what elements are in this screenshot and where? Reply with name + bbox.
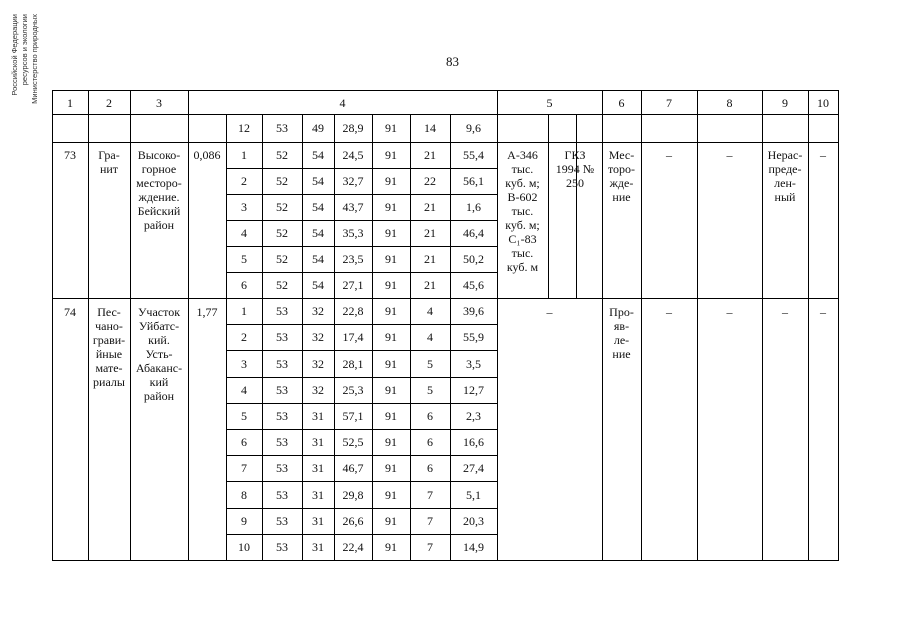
coordinate-cell: 55,4 bbox=[463, 148, 484, 162]
coordinate-cell: 31 bbox=[312, 461, 324, 476]
coordinate-cell: 26,6 bbox=[342, 513, 364, 528]
coordinate-cell: 21 bbox=[424, 148, 436, 162]
coordinate-cell: 21 bbox=[424, 278, 436, 292]
coordinate-cell: 6 bbox=[241, 278, 247, 292]
coordinate-cell: 21 bbox=[424, 200, 436, 214]
coordinate-cell: 7 bbox=[427, 513, 433, 528]
coordinate-cell: 3,5 bbox=[466, 356, 481, 371]
coordinate-cell: 6 bbox=[427, 435, 433, 450]
subheader-cell: 28,9 bbox=[342, 121, 364, 135]
coordinate-cell: 28,1 bbox=[342, 356, 364, 371]
coordinate-cell: 31 bbox=[312, 435, 324, 450]
coordinate-cell: 91 bbox=[385, 382, 397, 397]
coordinate-cell: 17,4 bbox=[342, 330, 364, 345]
coordinate-cell: 2,3 bbox=[466, 408, 481, 423]
coordinate-cell: 16,6 bbox=[463, 435, 484, 450]
coordinate-cell: 5 bbox=[427, 382, 433, 397]
material-name: Пес- чано- грави- йные мате- риалы bbox=[92, 305, 126, 389]
coordinate-cell: 2 bbox=[241, 330, 247, 345]
coordinate-cell: 31 bbox=[312, 487, 324, 502]
coordinate-cell: 53 bbox=[276, 461, 288, 476]
subheader-cell: 49 bbox=[312, 121, 324, 135]
header-col-6: 6 bbox=[618, 96, 625, 110]
coordinate-cell: 45,6 bbox=[463, 278, 484, 292]
coordinate-cell: 32 bbox=[312, 382, 324, 397]
coordinate-cell: 43,7 bbox=[342, 200, 364, 214]
coordinate-cell: 91 bbox=[385, 278, 397, 292]
coordinate-cell: 7 bbox=[427, 539, 433, 554]
coordinate-cell: 27,4 bbox=[463, 461, 484, 476]
coordinate-cell: 22 bbox=[424, 174, 436, 188]
coordinate-cell: 27,1 bbox=[342, 278, 364, 292]
header-col-10: 10 bbox=[817, 96, 829, 110]
coordinate-cell: 32 bbox=[312, 330, 324, 345]
coordinate-cell: 6 bbox=[427, 408, 433, 423]
coordinate-cell: 5,1 bbox=[466, 487, 481, 502]
header-col-1: 1 bbox=[67, 96, 73, 110]
coordinate-cell: 3 bbox=[241, 200, 247, 214]
stamp-line-2: ресурсов и экологии bbox=[20, 14, 29, 86]
header-col-5: 5 bbox=[546, 96, 553, 110]
coordinate-cell: 7 bbox=[427, 487, 433, 502]
coordinate-cell: 53 bbox=[276, 356, 288, 371]
col9-value: Нерас- преде- лен- ный bbox=[767, 148, 803, 204]
coordinate-cell: 31 bbox=[312, 513, 324, 528]
subheader-cell: 14 bbox=[424, 121, 436, 135]
coordinate-cell: 91 bbox=[385, 435, 397, 450]
coordinate-cell: 23,5 bbox=[342, 252, 364, 266]
coordinate-cell: 52 bbox=[276, 226, 288, 240]
coordinate-cell: 91 bbox=[385, 356, 397, 371]
coordinate-cell: 1 bbox=[241, 304, 247, 319]
subheader-cell: 9,6 bbox=[466, 121, 481, 135]
coordinate-cell: 53 bbox=[276, 408, 288, 423]
coordinate-cell: 50,2 bbox=[463, 252, 484, 266]
coordinate-cell: 91 bbox=[385, 304, 397, 319]
coordinate-cell: 39,6 bbox=[463, 304, 484, 319]
col5-value: – bbox=[546, 305, 553, 319]
col8-value: – bbox=[726, 305, 733, 319]
coordinate-cell: 1 bbox=[241, 148, 247, 162]
coordinate-cell: 91 bbox=[385, 539, 397, 554]
page-number: 83 bbox=[446, 54, 459, 69]
coordinate-cell: 52 bbox=[276, 252, 288, 266]
area-value: 0,086 bbox=[193, 148, 221, 162]
coordinate-cell: 53 bbox=[276, 435, 288, 450]
header-col-7: 7 bbox=[666, 96, 672, 110]
coordinate-cell: 53 bbox=[276, 539, 288, 554]
coordinate-cell: 5 bbox=[241, 252, 247, 266]
coordinate-cell: 22,4 bbox=[342, 539, 364, 554]
header-col-8: 8 bbox=[726, 96, 733, 110]
coordinate-cell: 46,4 bbox=[463, 226, 484, 240]
coordinate-cell: 54 bbox=[312, 148, 324, 162]
coordinate-cell: 91 bbox=[385, 513, 397, 528]
deposit-location: Высоко- горное месторо- ждение. Бейский район bbox=[136, 148, 182, 232]
coordinate-cell: 20,3 bbox=[463, 513, 484, 528]
material-name: Гра- нит bbox=[98, 148, 120, 176]
coordinate-cell: 6 bbox=[241, 435, 247, 450]
coordinate-cell: 24,5 bbox=[342, 148, 364, 162]
coordinate-cell: 32,7 bbox=[342, 174, 364, 188]
deposit-location: Участок Уйбатс- кий. Усть- Абаканс- кий район bbox=[135, 305, 183, 403]
coordinate-cell: 46,7 bbox=[342, 461, 364, 476]
col8-value: – bbox=[726, 148, 733, 162]
coordinate-cell: 54 bbox=[312, 174, 324, 188]
subheader-cell: 91 bbox=[385, 121, 397, 135]
header-col-9: 9 bbox=[782, 96, 788, 110]
header-col-4: 4 bbox=[339, 96, 346, 110]
subheader-cell: 53 bbox=[276, 121, 288, 135]
col10-value: – bbox=[820, 148, 826, 162]
coordinate-cell: 3 bbox=[241, 356, 247, 371]
coordinate-cell: 91 bbox=[385, 174, 397, 188]
coordinate-cell: 5 bbox=[427, 356, 433, 371]
reserves-text: А-346 тыс. куб. м; В-602 тыс. куб. м; C₁-83 тыс. куб. м bbox=[505, 148, 540, 274]
coordinate-cell: 2 bbox=[241, 174, 247, 188]
approval-text: ГКЗ 1994 № 250 bbox=[555, 148, 595, 190]
coordinate-cell: 4 bbox=[241, 226, 247, 240]
coordinate-cell: 21 bbox=[424, 226, 436, 240]
col10-value: – bbox=[820, 305, 826, 319]
coordinate-cell: 22,8 bbox=[342, 304, 364, 319]
coordinate-cell: 91 bbox=[385, 200, 397, 214]
coordinate-cell: 91 bbox=[385, 148, 397, 162]
coordinate-cell: 25,3 bbox=[342, 382, 364, 397]
col7-value: – bbox=[666, 148, 672, 162]
coordinate-cell: 91 bbox=[385, 408, 397, 423]
coordinate-cell: 31 bbox=[312, 408, 324, 423]
coordinate-cell: 91 bbox=[385, 252, 397, 266]
coordinate-cell: 1,6 bbox=[466, 200, 481, 214]
coordinate-cell: 31 bbox=[312, 539, 324, 554]
coordinate-cell: 53 bbox=[276, 330, 288, 345]
coordinate-cell: 29,8 bbox=[342, 487, 364, 502]
coordinate-cell: 8 bbox=[241, 487, 247, 502]
coordinate-cell: 56,1 bbox=[463, 174, 484, 188]
coordinate-cell: 52 bbox=[276, 174, 288, 188]
coordinate-cell: 91 bbox=[385, 226, 397, 240]
coordinate-cell: 6 bbox=[427, 461, 433, 476]
coordinate-cell: 5 bbox=[241, 408, 247, 423]
coordinate-cell: 4 bbox=[427, 330, 433, 345]
object-type: Мес- торо- жде- ние bbox=[607, 148, 636, 204]
coordinate-cell: 53 bbox=[276, 382, 288, 397]
coordinate-cell: 53 bbox=[276, 304, 288, 319]
row-number: 74 bbox=[64, 305, 76, 319]
coordinate-cell: 14,9 bbox=[463, 539, 484, 554]
stamp-line-1: Министерство природных bbox=[30, 14, 39, 104]
coordinate-cell: 52,5 bbox=[342, 435, 364, 450]
coordinate-cell: 54 bbox=[312, 252, 324, 266]
coordinate-cell: 53 bbox=[276, 487, 288, 502]
coordinate-cell: 55,9 bbox=[463, 330, 484, 345]
coordinate-cell: 21 bbox=[424, 252, 436, 266]
coordinate-cell: 52 bbox=[276, 148, 288, 162]
coordinate-cell: 54 bbox=[312, 200, 324, 214]
coordinate-cell: 10 bbox=[238, 539, 250, 554]
stamp-line-3: Российской Федерации bbox=[10, 14, 19, 96]
coordinate-cell: 12,7 bbox=[463, 382, 484, 397]
coordinate-cell: 32 bbox=[312, 356, 324, 371]
coordinate-cell: 9 bbox=[241, 513, 247, 528]
subheader-cell: 12 bbox=[238, 121, 250, 135]
coordinate-cell: 52 bbox=[276, 200, 288, 214]
col9-value: – bbox=[782, 305, 788, 319]
col7-value: – bbox=[666, 305, 672, 319]
coordinate-cell: 7 bbox=[241, 461, 247, 476]
header-col-3: 3 bbox=[156, 96, 162, 110]
row-number: 73 bbox=[64, 148, 76, 162]
object-type: Про- яв- ле- ние bbox=[609, 305, 634, 361]
coordinate-cell: 4 bbox=[241, 382, 247, 397]
area-value: 1,77 bbox=[196, 305, 218, 319]
header-col-2: 2 bbox=[106, 96, 112, 110]
coordinate-cell: 4 bbox=[427, 304, 433, 319]
coordinate-cell: 32 bbox=[312, 304, 324, 319]
coordinate-cell: 35,3 bbox=[342, 226, 364, 240]
coordinate-cell: 54 bbox=[312, 278, 324, 292]
coordinate-cell: 54 bbox=[312, 226, 324, 240]
coordinate-cell: 57,1 bbox=[342, 408, 364, 423]
coordinate-cell: 91 bbox=[385, 487, 397, 502]
coordinate-cell: 53 bbox=[276, 513, 288, 528]
coordinate-cell: 52 bbox=[276, 278, 288, 292]
coordinate-cell: 91 bbox=[385, 330, 397, 345]
coordinate-cell: 91 bbox=[385, 461, 397, 476]
